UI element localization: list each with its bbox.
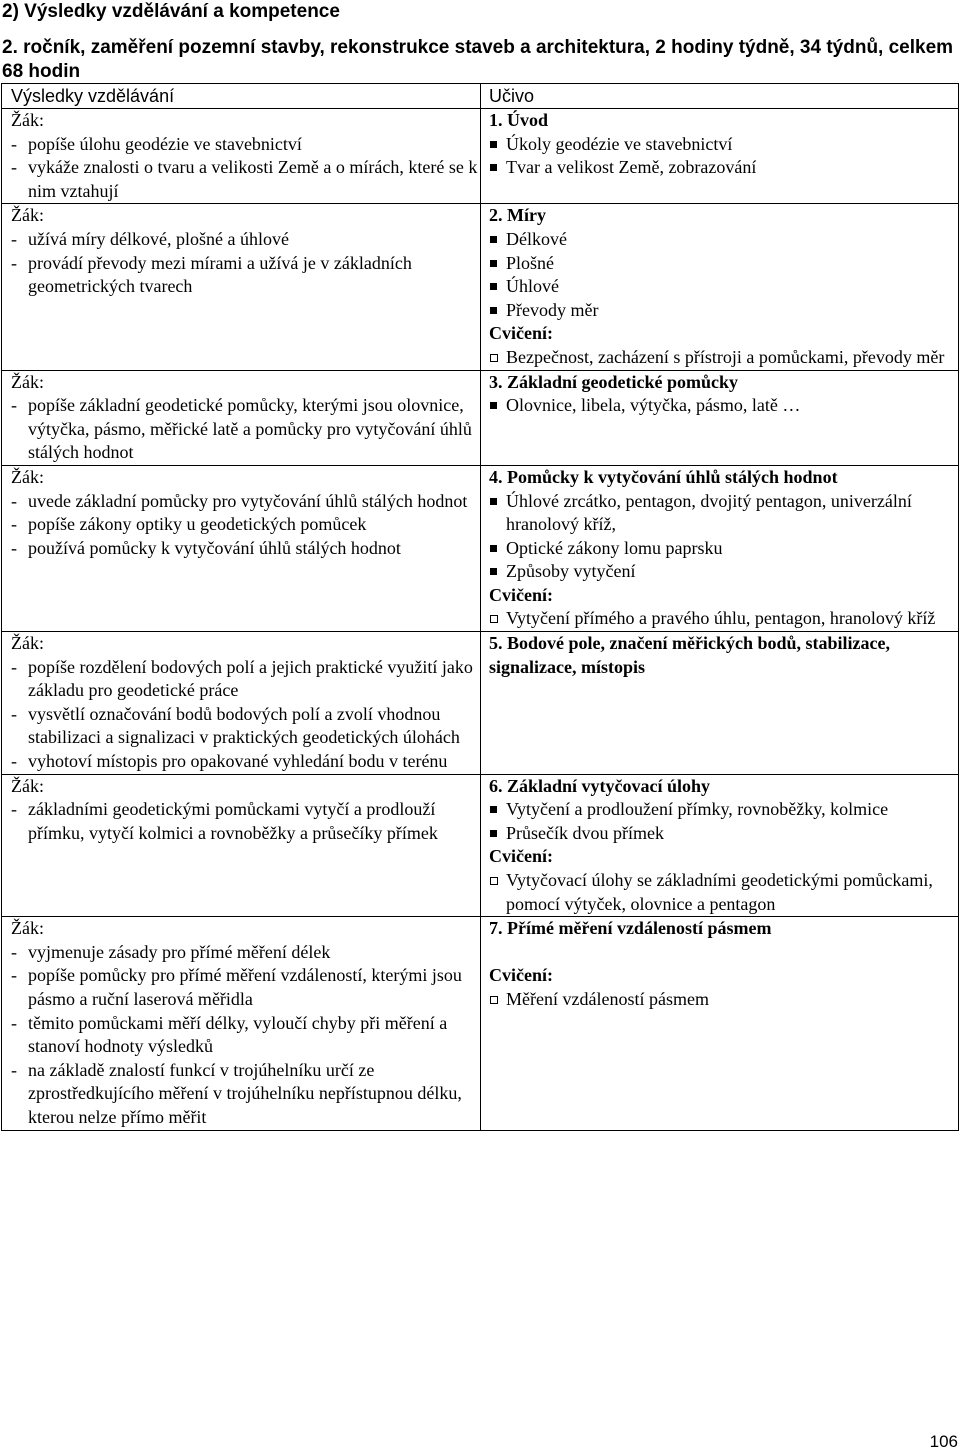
topic-item: Olovnice, libela, výtyčka, pásmo, latě … (489, 394, 958, 418)
outcome-item: - užívá míry délkové, plošné a úhlové (11, 228, 289, 249)
exercise-label: Cvičení: (489, 323, 553, 344)
outcome-item: - popíše zákony optiky u geodetických pomůcek (11, 514, 367, 535)
section-title: 2) Výsledky vzdělávání a kompetence (2, 1, 340, 22)
table-header-row (2, 84, 959, 109)
topic-item: Délkové (489, 228, 958, 252)
content-cell (481, 465, 959, 631)
outcome-item: - základními geodetickými pomůckami vytyčí a prodlouží přímku, vytyčí kolmici a rovnoběžky a průsečíky přímek (11, 799, 438, 843)
outcome-item: - vyhotoví místopis pro opakované vyhledání bodu v terénu (11, 751, 448, 772)
content-cell (481, 632, 959, 775)
bullet-square-icon (490, 236, 497, 243)
outcomes-cell (2, 109, 481, 204)
topic-item: Vytyčení a prodloužení přímky, rovnoběžky, kolmice (489, 798, 958, 822)
outcome-item: - uvede základní pomůcky pro vytyčování úhlů stálých hodnot (11, 490, 468, 511)
content-cell (481, 109, 959, 204)
topic-item: Tvar a velikost Země, zobrazování (489, 156, 958, 180)
outcomes-cell (2, 204, 481, 370)
bullet-hollow-square-icon (490, 615, 498, 623)
subtitle: 2. ročník, zaměření pozemní stavby, rekonstrukce staveb a architektura, 2 hodiny týdně, 34 týdnů, celkem 68 hodin (2, 37, 954, 82)
table-row (2, 109, 959, 204)
outcome-item: - popíše základní geodetické pomůcky, kterými jsou olovnice, výtyčka, pásmo, měřické latě a pomůcky pro vytyčování úhlů stálých hodnot (11, 395, 472, 463)
table-row (2, 917, 959, 1130)
topic-heading: 2. Míry (489, 205, 546, 226)
topic-item: Převody měr (489, 299, 958, 323)
outcome-item: - používá pomůcky k vytyčování úhlů stálých hodnot (11, 537, 401, 558)
outcome-item: - těmito pomůckami měří délky, vyloučí chyby při měření a stanoví hodnoty výsledků (11, 1012, 448, 1057)
bullet-square-icon (490, 498, 497, 505)
exercise-label: Cvičení: (489, 846, 553, 867)
topic-heading: 5. Bodové pole, značení měřických bodů, stabilizace, signalizace, místopis (489, 633, 890, 677)
student-label: Žák: (11, 775, 44, 796)
bullet-square-icon (490, 283, 497, 290)
topic-item: Plošné (489, 252, 958, 276)
content-cell (481, 774, 959, 917)
bullet-square-icon (490, 260, 497, 267)
content-cell (481, 204, 959, 370)
bullet-hollow-square-icon (490, 354, 498, 362)
table-row (2, 465, 959, 631)
topic-heading: 1. Úvod (489, 110, 549, 130)
exercise-item: Měření vzdáleností pásmem (489, 988, 958, 1012)
content-cell (481, 917, 959, 1130)
topic-item: Úkoly geodézie ve stavebnictví (489, 133, 958, 157)
outcomes-cell (2, 632, 481, 775)
student-label: Žák: (11, 110, 44, 130)
outcomes-cell (2, 774, 481, 917)
bullet-square-icon (490, 830, 497, 837)
topic-item: Optické zákony lomu paprsku (489, 537, 958, 561)
outcomes-cell (2, 917, 481, 1130)
table-row (2, 632, 959, 775)
student-label: Žák: (11, 633, 44, 654)
table-row (2, 204, 959, 370)
bullet-hollow-square-icon (490, 877, 498, 885)
exercise-label: Cvičení: (489, 965, 553, 986)
exercise-label: Cvičení: (489, 584, 553, 605)
outcome-item: - vykáže znalosti o tvaru a velikosti Země a o mírách, které se k nim vztahují (11, 157, 478, 201)
content-cell (481, 370, 959, 465)
topic-heading: 7. Přímé měření vzdáleností pásmem (489, 918, 772, 939)
topic-heading: 4. Pomůcky k vytyčování úhlů stálých hodnot (489, 466, 838, 487)
bullet-square-icon (490, 164, 497, 171)
outcome-item: - na základě znalostí funkcí v trojúhelníku určí ze zprostředkujícího měření v trojúhelníku nepřístupnou délku, kterou nelze přímo měřit (11, 1059, 462, 1127)
outcome-item: - provádí převody mezi mírami a užívá je v základních geometrických tvarech (11, 252, 412, 297)
page-number: 106 (929, 1432, 958, 1451)
topic-item: Úhlové zrcátko, pentagon, dvojitý pentagon, univerzální hranolový kříž, (489, 490, 958, 537)
bullet-square-icon (490, 307, 497, 314)
curriculum-table (1, 83, 959, 1131)
topic-item: Způsoby vytyčení (489, 560, 958, 584)
bullet-square-icon (490, 806, 497, 813)
outcome-item: - vyjmenuje zásady pro přímé měření délek (11, 941, 331, 962)
bullet-square-icon (490, 568, 497, 575)
topic-heading: 6. Základní vytyčovací úlohy (489, 775, 711, 796)
exercise-item: Bezpečnost, zacházení s přístroji a pomůckami, převody měr (489, 346, 958, 370)
student-label: Žák: (11, 205, 44, 226)
outcome-item: - vysvětlí označování bodů bodových polí a zvolí vhodnou stabilizaci a signalizaci v praktických geodetických úlohách (11, 703, 460, 748)
header-subject-matter: Učivo (481, 84, 959, 109)
outcomes-cell (2, 465, 481, 631)
outcome-item: - popíše pomůcky pro přímé měření vzdáleností, kterými jsou pásmo a ruční laserová měřidla (11, 965, 462, 1009)
student-label: Žák: (11, 918, 44, 939)
bullet-hollow-square-icon (490, 996, 498, 1004)
header-learning-outcomes: Výsledky vzdělávání (2, 84, 481, 109)
outcomes-cell (2, 370, 481, 465)
bullet-square-icon (490, 545, 497, 552)
topic-heading: 3. Základní geodetické pomůcky (489, 371, 739, 392)
exercise-item: Vytyčení přímého a pravého úhlu, pentagon, hranolový kříž (489, 607, 958, 631)
bullet-square-icon (490, 141, 497, 148)
table-row (2, 774, 959, 917)
topic-item: Průsečík dvou přímek (489, 822, 958, 846)
exercise-item: Vytyčovací úlohy se základními geodetickými pomůckami, pomocí výtyček, olovnice a pentagon (489, 869, 958, 916)
table-row (2, 370, 959, 465)
student-label: Žák: (11, 371, 44, 392)
bullet-square-icon (490, 402, 497, 409)
student-label: Žák: (11, 466, 44, 487)
outcome-item: - popíše úlohu geodézie ve stavebnictví (11, 133, 302, 154)
outcome-item: - popíše rozdělení bodových polí a jejich praktické využití jako základu pro geodetické práce (11, 656, 473, 701)
topic-item: Úhlové (489, 275, 958, 299)
